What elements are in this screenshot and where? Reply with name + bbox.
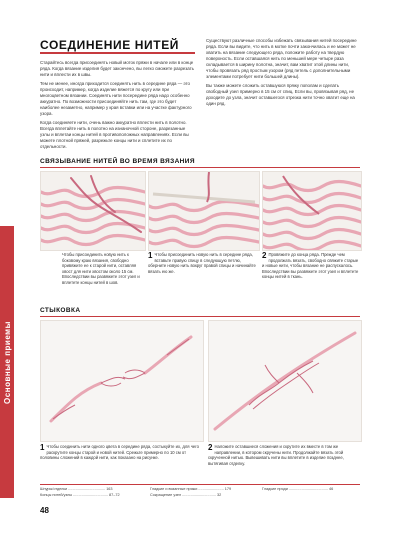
section-rule-splicing	[40, 316, 360, 317]
intro-left-p3: Когда соединяете нити, очень важно аккуратно вплести нить в полотно. Всегда вплетайте нить в полотно на изнаночной стороне, разрезанные узлы и вплетаи концы нитей в противоположных направлениях. Если вы можете плотной пряжей, разрежьте концы нити и сплетите их по отдельности.	[40, 120, 189, 149]
caption-step-1	[148, 252, 258, 274]
footer-refs-col1	[40, 487, 120, 498]
caption-text: Чтобы присоединить новую нить к боковому краю вязания, свободно привяжите ее к старой нити, оставляя хвост для нити хвостом около 15 см. Впоследствии вы развяжете этот узел и вплетете концы нитей в шов.	[62, 252, 140, 285]
knitting-illustration	[41, 172, 145, 250]
caption-join-edge	[62, 252, 144, 286]
footer-ref[interactable]: Концы нитей/узлы ................................. 87–72	[40, 492, 120, 497]
section-heading-joining: СВЯЗЫВАНИЕ НИТЕЙ ВО ВРЕМЯ ВЯЗАНИЯ	[40, 158, 195, 165]
photo-splice-twist	[208, 320, 362, 442]
yarn-illustration	[209, 321, 361, 441]
side-tab-label: Основные приемы	[2, 320, 12, 404]
step-number: 2	[208, 443, 213, 452]
yarn-illustration	[41, 321, 203, 441]
caption-text: Провяжите до конца ряда. Прежде чем продолжать вязать, свободно свяжите старые и новые нити, чтобы вязание не распускалось. Впоследствии вы развяжете этот узел и вплетете концы нитей в ткань.	[262, 252, 359, 280]
photo-step-join-middle	[148, 171, 260, 251]
intro-right-column	[206, 38, 360, 110]
step-number: 1	[148, 251, 153, 260]
intro-right-p1: Существуют различные способы избежать связывания нитей посередине ряда. Если вы видите, что нить в мотке почти закончилась и ее может не хватить на вязание следующего ряда, положите работу на твердую поверхность. Если оставшаяся нить по меньшей мере четыре раза складывается в ширину полотна, значит, вам хватит этой длины нити, чтобы провязать ряд простым узором (ряд петель с дополнительными элементами потребует нити большей длины).	[206, 38, 357, 79]
title-underline	[40, 52, 195, 54]
caption-splice-1	[40, 444, 202, 461]
footer-rule	[40, 484, 360, 485]
footer-refs-col2	[150, 487, 231, 498]
footer-refs-col3	[262, 487, 333, 493]
caption-splice-2	[208, 444, 360, 466]
photo-step-join-edge	[40, 171, 146, 251]
footer-ref[interactable]: Гладкие и вязанные пряжи ........................ 179	[150, 487, 232, 491]
knitting-illustration	[149, 172, 259, 250]
footer-ref[interactable]: Сокращение узел ................................ 32	[150, 492, 222, 497]
side-tab-label-wrap	[0, 226, 14, 498]
section-heading-splicing: СТЫКОВКА	[40, 307, 81, 314]
page-title: СОЕДИНЕНИЕ НИТЕЙ	[40, 38, 180, 52]
intro-left-column	[40, 60, 195, 153]
intro-left-p2: Тем не менее, иногда приходится соединять нить в середине ряда — это происходит, например, когда изделие вяжется по кругу или при многоцветном вязании. Соединять нити посередине ряда надо особенно аккуратно. По возможности присоединяйте нить там, где это будет наиболее незаметно, например у края вставки или на участке фактурного узора.	[40, 81, 192, 116]
footer-ref[interactable]: Шнуры/отделки ................................... 163	[40, 487, 113, 491]
caption-text: Чтобы присоединить новую нить в середине ряда, вставьте правую спицу в следующую петлю, оберните новую нить вокруг правой спицы и начинайте вязать ею же.	[148, 252, 256, 274]
intro-left-p1: Старайтесь всегда присоединять новый моток пряжи в начале или в конце ряда. Когда вязание изделия будет закончено, вы легко сможете разрезать нити и вплести их в швы.	[40, 60, 194, 77]
intro-right-p2: Вы также можете сложить оставшуюся пряжу пополам и сделать свободный узел примерно в 15 см от спиц. Если вы, провязывая ряд, не доходите до узла, значит оставшегося отрезка нити точно хватит еще на один ряд.	[206, 83, 355, 106]
photo-splice-untwist	[40, 320, 204, 442]
caption-text: Чтобы соединить нити одного цвета в середине ряда, состыкуйте их, для чего раскрутите концы старой и новой нитей. Срежьте примерно по 10 см от половины сложений в каждой нити, как показано на рисунке.	[40, 444, 199, 461]
step-number: 2	[262, 251, 267, 260]
section-rule-joining	[40, 167, 360, 168]
caption-text: Наложите оставшиеся сложения и скрутите их вместе в том же направлении, в котором скручены нити. Продолжайте вязать этой скрученной нитью. Вывешивать нити вы вплетите в изделие позднее, вытягивая отделку.	[208, 444, 344, 466]
photo-step-tie-ends	[262, 171, 362, 251]
knitting-illustration	[263, 172, 361, 250]
page-number: 48	[40, 506, 49, 515]
step-number: 1	[40, 443, 45, 452]
footer-ref[interactable]: Гладкие пряди ..................................... 46	[262, 487, 334, 491]
caption-step-2	[262, 252, 360, 280]
